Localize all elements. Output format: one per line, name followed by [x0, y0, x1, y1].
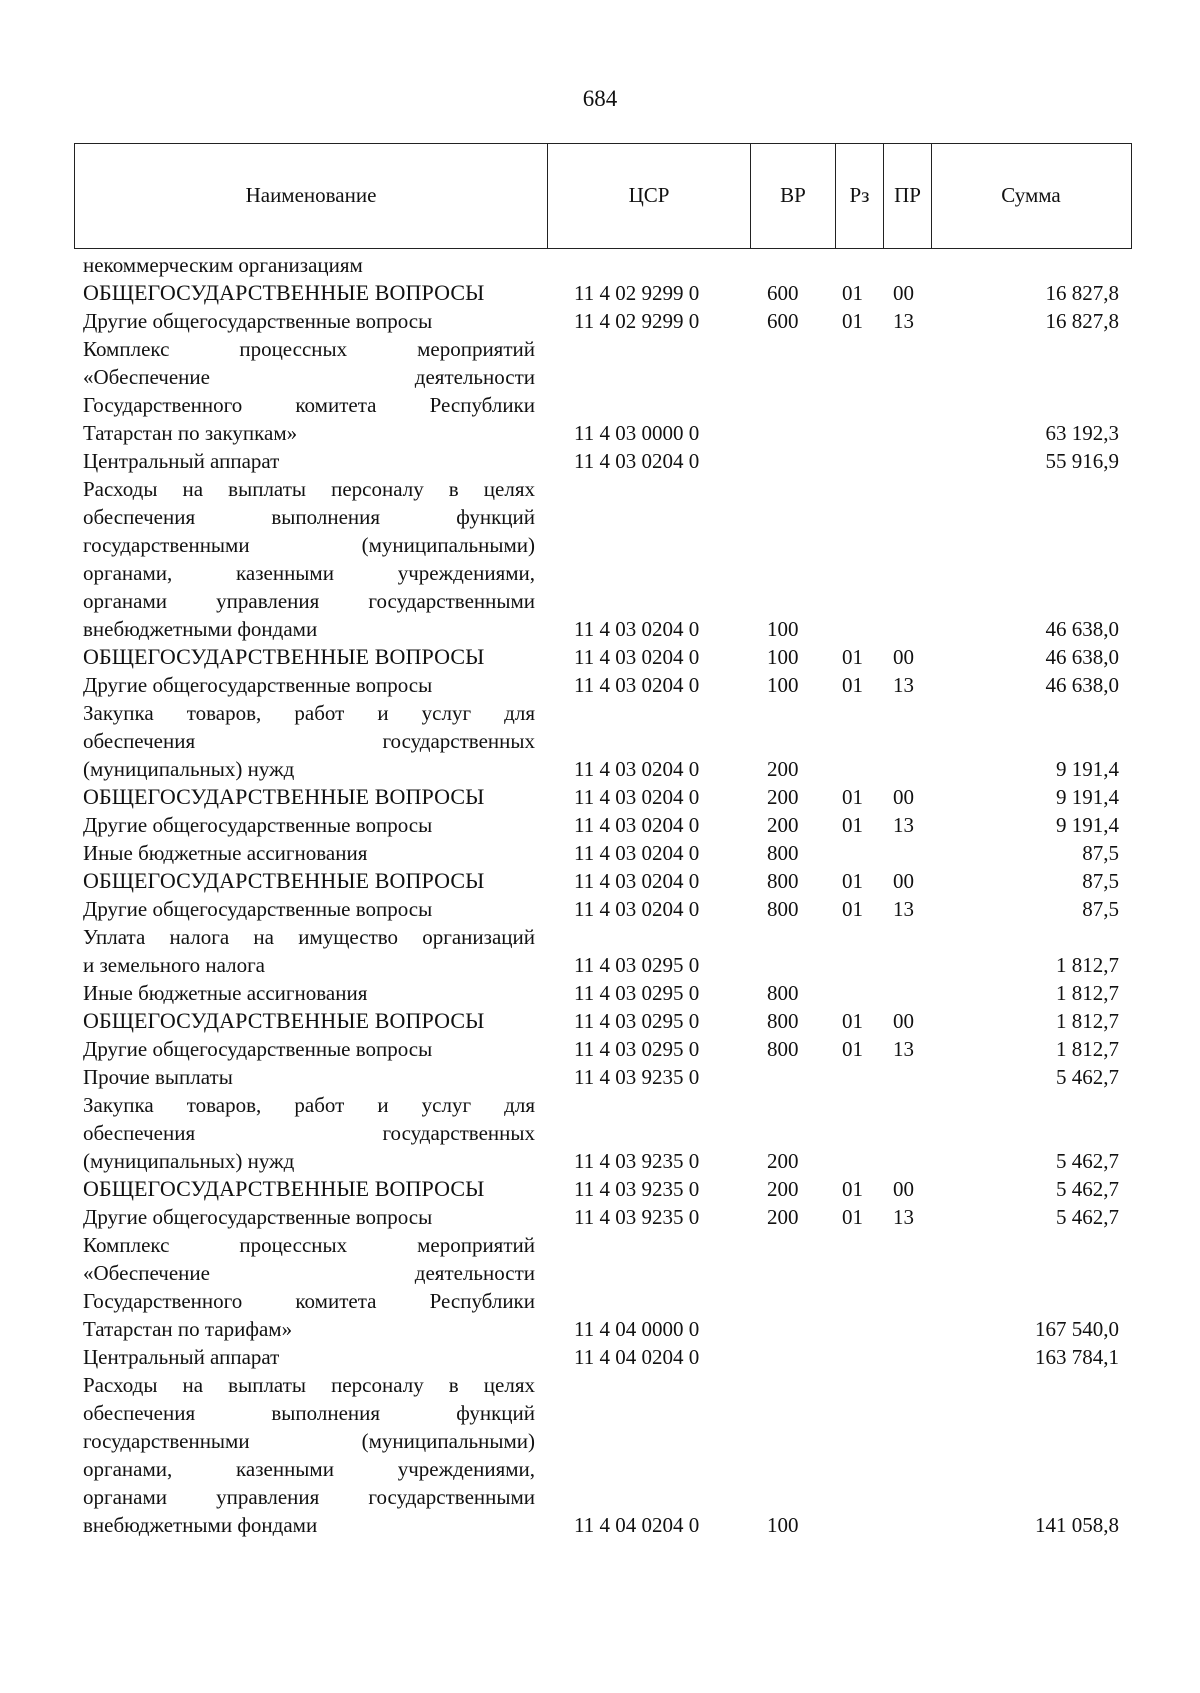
row-pr: 00	[893, 785, 914, 809]
row-rz: 01	[842, 1009, 863, 1033]
row-name	[83, 1035, 535, 1063]
row-name-line: Государственного комитета Республики	[83, 1289, 535, 1313]
table-row	[0, 1203, 1200, 1231]
row-sum: 5 462,7	[1056, 1205, 1119, 1229]
table-row	[0, 307, 1200, 335]
row-sum: 1 812,7	[1056, 953, 1119, 977]
row-name-line: органами, казенными учреждениями,	[83, 561, 535, 585]
row-name	[83, 475, 535, 643]
row-sum: 16 827,8	[1045, 281, 1119, 305]
row-name-line: Другие общегосударственные вопросы	[83, 813, 433, 837]
row-pr: 13	[893, 1205, 914, 1229]
row-vr: 800	[767, 1009, 799, 1033]
row-name	[83, 867, 535, 895]
row-name-line: обеспечения государственных	[83, 729, 535, 753]
table-row	[0, 643, 1200, 671]
row-pr: 13	[893, 309, 914, 333]
row-rz: 01	[842, 645, 863, 669]
row-pr: 13	[893, 673, 914, 697]
table-row	[0, 251, 1200, 279]
row-csr: 11 4 02 9299 0	[574, 309, 700, 333]
row-name-line: Расходы на выплаты персоналу в целях	[83, 1373, 535, 1397]
row-name-line: и земельного налога	[83, 953, 266, 977]
row-csr: 11 4 03 0204 0	[574, 869, 700, 893]
row-rz: 01	[842, 1177, 863, 1201]
page-number: 684	[582, 86, 618, 111]
header-vr: ВР	[780, 183, 806, 207]
row-name	[83, 1371, 535, 1539]
row-name-line: Татарстан по закупкам»	[83, 421, 298, 445]
row-name-line: Центральный аппарат	[83, 1345, 280, 1369]
row-vr: 800	[767, 841, 799, 865]
row-name-line: Другие общегосударственные вопросы	[83, 897, 433, 921]
row-pr: 00	[893, 281, 914, 305]
row-csr: 11 4 03 0295 0	[574, 1037, 700, 1061]
table-row	[0, 1175, 1200, 1203]
row-name-line: Комплекс процессных мероприятий	[83, 1233, 535, 1257]
row-rz: 01	[842, 1205, 863, 1229]
row-rz: 01	[842, 785, 863, 809]
row-vr: 800	[767, 981, 799, 1005]
row-vr: 800	[767, 897, 799, 921]
row-name	[83, 783, 535, 811]
row-name-line: ОБЩЕГОСУДАРСТВЕННЫЕ ВОПРОСЫ	[83, 868, 485, 893]
row-csr: 11 4 03 0204 0	[574, 449, 700, 473]
row-csr: 11 4 03 0204 0	[574, 757, 700, 781]
row-vr: 100	[767, 1513, 799, 1537]
table-row	[0, 671, 1200, 699]
row-sum: 5 462,7	[1056, 1149, 1119, 1173]
row-csr: 11 4 03 0295 0	[574, 981, 700, 1005]
row-csr: 11 4 02 9299 0	[574, 281, 700, 305]
table-body	[0, 251, 1200, 1539]
row-csr: 11 4 03 0204 0	[574, 673, 700, 697]
row-name	[83, 1203, 535, 1231]
row-vr: 800	[767, 869, 799, 893]
row-name-line: Другие общегосударственные вопросы	[83, 309, 433, 333]
row-sum: 9 191,4	[1056, 785, 1119, 809]
row-name	[83, 699, 535, 783]
table-row	[0, 1063, 1200, 1091]
row-csr: 11 4 03 0000 0	[574, 421, 700, 445]
row-sum: 16 827,8	[1045, 309, 1119, 333]
row-rz: 01	[842, 869, 863, 893]
row-csr: 11 4 03 0204 0	[574, 841, 700, 865]
row-sum: 5 462,7	[1056, 1065, 1119, 1089]
row-rz: 01	[842, 673, 863, 697]
row-vr: 800	[767, 1037, 799, 1061]
table-row	[0, 1007, 1200, 1035]
row-rz: 01	[842, 813, 863, 837]
row-csr: 11 4 03 0295 0	[574, 1009, 700, 1033]
row-pr: 00	[893, 645, 914, 669]
row-name-line: внебюджетными фондами	[83, 1513, 318, 1537]
row-name-line: ОБЩЕГОСУДАРСТВЕННЫЕ ВОПРОСЫ	[83, 1008, 485, 1033]
row-name-line: Уплата налога на имущество организаций	[83, 925, 535, 949]
row-name-line: Иные бюджетные ассигнования	[83, 841, 368, 865]
row-name	[83, 811, 535, 839]
row-name-line: ОБЩЕГОСУДАРСТВЕННЫЕ ВОПРОСЫ	[83, 644, 485, 669]
row-name-line: Прочие выплаты	[83, 1065, 233, 1089]
row-csr: 11 4 03 0204 0	[574, 785, 700, 809]
row-name-line: ОБЩЕГОСУДАРСТВЕННЫЕ ВОПРОСЫ	[83, 1176, 485, 1201]
header-name: Наименование	[245, 183, 377, 207]
row-csr: 11 4 03 0204 0	[574, 813, 700, 837]
row-name-line: Другие общегосударственные вопросы	[83, 1037, 433, 1061]
row-name-line: некоммерческим организациям	[83, 253, 363, 277]
header-rz: Рз	[849, 183, 870, 207]
row-name	[83, 643, 535, 671]
table-header	[74, 143, 1132, 249]
row-name-line: Татарстан по тарифам»	[83, 1317, 293, 1341]
row-csr: 11 4 04 0204 0	[574, 1345, 700, 1369]
row-sum: 167 540,0	[1035, 1317, 1119, 1341]
row-csr: 11 4 03 9235 0	[574, 1149, 700, 1173]
row-name-line: обеспечения государственных	[83, 1121, 535, 1145]
table-row	[0, 783, 1200, 811]
row-name-line: органами, казенными учреждениями,	[83, 1457, 535, 1481]
row-pr: 00	[893, 869, 914, 893]
row-vr: 200	[767, 757, 799, 781]
row-name-line: Закупка товаров, работ и услуг для	[83, 1093, 535, 1117]
row-pr: 13	[893, 897, 914, 921]
row-name	[83, 671, 535, 699]
header-sum: Сумма	[1001, 183, 1061, 207]
row-name-line: государственными (муниципальными)	[83, 533, 535, 557]
row-name	[83, 979, 535, 1007]
row-name	[83, 923, 535, 979]
table-row	[0, 335, 1200, 447]
row-name-line: ОБЩЕГОСУДАРСТВЕННЫЕ ВОПРОСЫ	[83, 784, 485, 809]
row-sum: 46 638,0	[1045, 673, 1119, 697]
row-csr: 11 4 04 0204 0	[574, 1513, 700, 1537]
table-row	[0, 895, 1200, 923]
row-sum: 87,5	[1082, 869, 1119, 893]
table-row	[0, 447, 1200, 475]
table-row	[0, 923, 1200, 979]
row-csr: 11 4 04 0000 0	[574, 1317, 700, 1341]
table-row	[0, 279, 1200, 307]
table-row	[0, 1091, 1200, 1175]
header-pr: ПР	[894, 183, 921, 207]
row-name	[83, 1007, 535, 1035]
row-csr: 11 4 03 9235 0	[574, 1065, 700, 1089]
row-vr: 200	[767, 785, 799, 809]
row-csr: 11 4 03 0204 0	[574, 645, 700, 669]
row-name-line: Другие общегосударственные вопросы	[83, 1205, 433, 1229]
table-row	[0, 867, 1200, 895]
row-sum: 1 812,7	[1056, 1037, 1119, 1061]
row-vr: 100	[767, 617, 799, 641]
row-sum: 163 784,1	[1035, 1345, 1119, 1369]
row-name-line: Государственного комитета Республики	[83, 393, 535, 417]
row-sum: 1 812,7	[1056, 981, 1119, 1005]
row-vr: 200	[767, 1205, 799, 1229]
row-csr: 11 4 03 9235 0	[574, 1177, 700, 1201]
row-name-line: обеспечения выполнения функций	[83, 1401, 535, 1425]
row-name-line: (муниципальных) нужд	[83, 1149, 295, 1173]
row-vr: 200	[767, 1177, 799, 1201]
row-name	[83, 1175, 535, 1203]
row-sum: 46 638,0	[1045, 645, 1119, 669]
row-rz: 01	[842, 897, 863, 921]
row-name	[83, 1231, 535, 1343]
row-name-line: (муниципальных) нужд	[83, 757, 295, 781]
table-row	[0, 1035, 1200, 1063]
row-pr: 00	[893, 1177, 914, 1201]
row-name-line: внебюджетными фондами	[83, 617, 318, 641]
row-pr: 13	[893, 813, 914, 837]
table-row	[0, 1371, 1200, 1539]
table-row	[0, 839, 1200, 867]
row-vr: 200	[767, 1149, 799, 1173]
row-vr: 100	[767, 673, 799, 697]
row-rz: 01	[842, 1037, 863, 1061]
table-row	[0, 811, 1200, 839]
row-name	[83, 279, 535, 307]
row-name-line: органами управления государственными	[83, 589, 535, 613]
row-sum: 9 191,4	[1056, 813, 1119, 837]
row-vr: 600	[767, 281, 799, 305]
row-rz: 01	[842, 281, 863, 305]
row-name	[83, 307, 535, 335]
row-name	[83, 839, 535, 867]
row-csr: 11 4 03 9235 0	[574, 1205, 700, 1229]
row-sum: 1 812,7	[1056, 1009, 1119, 1033]
row-csr: 11 4 03 0295 0	[574, 953, 700, 977]
row-vr: 100	[767, 645, 799, 669]
table-row	[0, 1343, 1200, 1371]
row-sum: 55 916,9	[1045, 449, 1119, 473]
row-name-line: Закупка товаров, работ и услуг для	[83, 701, 535, 725]
row-sum: 5 462,7	[1056, 1177, 1119, 1201]
row-name-line: органами управления государственными	[83, 1485, 535, 1509]
row-name-line: «Обеспечение деятельности	[83, 365, 535, 389]
row-name-line: Комплекс процессных мероприятий	[83, 337, 535, 361]
row-rz: 01	[842, 309, 863, 333]
row-sum: 63 192,3	[1045, 421, 1119, 445]
row-name-line: «Обеспечение деятельности	[83, 1261, 535, 1285]
table-row	[0, 1231, 1200, 1343]
row-sum: 141 058,8	[1035, 1513, 1119, 1537]
row-vr: 600	[767, 309, 799, 333]
row-name	[83, 1063, 535, 1091]
row-name	[83, 251, 535, 279]
table-row	[0, 475, 1200, 643]
header-csr: ЦСР	[628, 183, 670, 207]
row-name	[83, 1091, 535, 1175]
row-name-line: Центральный аппарат	[83, 449, 280, 473]
row-name-line: обеспечения выполнения функций	[83, 505, 535, 529]
table-row	[0, 979, 1200, 1007]
row-name	[83, 447, 535, 475]
row-csr: 11 4 03 0204 0	[574, 617, 700, 641]
row-name-line: Иные бюджетные ассигнования	[83, 981, 368, 1005]
row-name-line: государственными (муниципальными)	[83, 1429, 535, 1453]
row-name-line: Другие общегосударственные вопросы	[83, 673, 433, 697]
row-sum: 9 191,4	[1056, 757, 1119, 781]
row-csr: 11 4 03 0204 0	[574, 897, 700, 921]
row-pr: 13	[893, 1037, 914, 1061]
row-pr: 00	[893, 1009, 914, 1033]
row-sum: 46 638,0	[1045, 617, 1119, 641]
row-name	[83, 895, 535, 923]
row-sum: 87,5	[1082, 841, 1119, 865]
row-vr: 200	[767, 813, 799, 837]
row-name-line: ОБЩЕГОСУДАРСТВЕННЫЕ ВОПРОСЫ	[83, 280, 485, 305]
row-name-line: Расходы на выплаты персоналу в целях	[83, 477, 535, 501]
table-row	[0, 699, 1200, 783]
row-name	[83, 335, 535, 447]
row-sum: 87,5	[1082, 897, 1119, 921]
row-name	[83, 1343, 535, 1371]
